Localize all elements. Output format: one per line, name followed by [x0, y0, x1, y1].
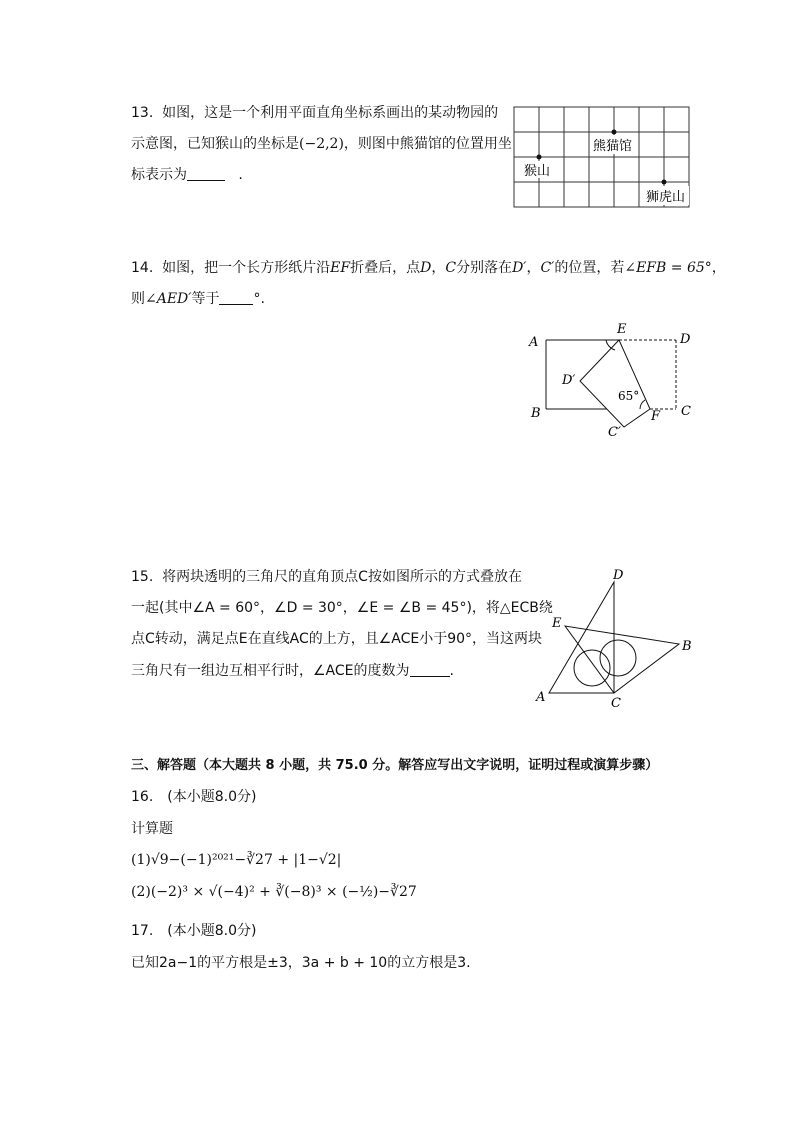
q14-cp: C′ — [540, 260, 555, 276]
label-E: E — [552, 616, 562, 631]
ruler-hole-1 — [574, 650, 610, 686]
q15-end: . — [449, 663, 454, 679]
q16-expr-1: (1)√9−(−1)²⁰²¹−∛27 + |1−√2| — [131, 852, 342, 868]
label-E: E — [617, 322, 627, 337]
answer-blank[interactable] — [219, 290, 253, 305]
label-monkey: 猴山 — [524, 164, 551, 179]
q15-text-3: 点C转动，满足点E在直线AC的上方，且∠ACE小于90°，当这两块 — [131, 631, 543, 647]
q15-text-2: 一起(其中∠A = 60°，∠D = 30°，∠E = ∠B = 45°)，将△ECB绕 — [131, 600, 553, 616]
q13-line3 — [131, 165, 243, 185]
label-C: C — [611, 696, 621, 711]
q14-angle-q: ∠AED′ — [145, 291, 192, 307]
q15-text-4: 三角尺有一组边互相平行时，∠ACE的度数为 — [131, 663, 410, 679]
q13-end: . — [238, 167, 243, 183]
label-A: A — [529, 335, 539, 350]
answer-blank[interactable] — [410, 662, 450, 677]
q14-text-f: 则 — [131, 291, 145, 307]
answer-blank[interactable] — [187, 166, 225, 181]
q14-text-b: 折叠后，点 — [350, 260, 421, 276]
q16-title: 计算题 — [131, 821, 173, 837]
label-C-prime: C′ — [608, 425, 621, 440]
q13-coord: (−2,2) — [299, 136, 344, 152]
q15-triangle-rulers-figure — [530, 566, 702, 712]
q15-line1 — [131, 567, 522, 587]
label-D-prime: D′ — [562, 373, 576, 388]
q13-line2 — [131, 134, 512, 154]
q15-number: 15. — [131, 569, 154, 585]
q13-number: 13. — [131, 105, 154, 121]
label-B: B — [531, 406, 541, 421]
q14-end: °. — [253, 291, 265, 307]
q14-line1 — [131, 258, 726, 278]
q15-line3 — [131, 629, 542, 649]
q13-text-1: 如图，这是一个利用平面直角坐标系画出的某动物园的 — [162, 105, 499, 121]
q14-text-d: 的位置，若 — [554, 260, 625, 276]
label-D: D — [680, 332, 691, 347]
q14-text-c: 分别落在 — [456, 260, 513, 276]
ruler-hole-2 — [600, 640, 636, 676]
q14-dp: D′ — [512, 260, 527, 276]
q16-header: 16. (本小题8.0分) — [131, 789, 257, 805]
section-3-header: 三、解答题（本大题共 8 小题，共 75.0 分。解答应写出文字说明，证明过程或演算步骤） — [131, 758, 659, 773]
label-D: D — [613, 568, 624, 583]
q15-line4 — [131, 661, 454, 681]
q14-text-e: ， — [711, 260, 726, 276]
q14-comma-2: ， — [526, 260, 541, 276]
label-C: C — [681, 404, 691, 419]
q13-text-2b: ，则图中熊猫馆的位置用坐 — [343, 136, 512, 152]
q14-folded-rectangle-figure — [522, 318, 702, 442]
monkey-point — [537, 155, 542, 160]
label-panda: 熊猫馆 — [593, 139, 633, 154]
q14-d: D — [420, 260, 432, 276]
q14-c: C — [445, 260, 457, 276]
label-B: B — [682, 639, 692, 654]
q15-text-1: 将两块透明的三角尺的直角顶点C按如图所示的方式叠放在 — [162, 569, 522, 585]
q14-ef: EF — [330, 260, 351, 276]
q14-comma: ， — [431, 260, 446, 276]
q13-line1 — [131, 103, 498, 123]
q14-line2 — [131, 289, 265, 309]
q16-expr-2: (2)(−2)³ × √(−4)² + ∛(−8)³ × (−½)−∛27 — [131, 884, 417, 900]
label-lion: 狮虎山 — [646, 190, 686, 205]
q17-header: 17. (本小题8.0分) — [131, 923, 257, 939]
label-A: A — [536, 690, 546, 705]
lion-point — [662, 180, 667, 185]
q17-text: 已知2a−1的平方根是±3，3a + b + 10的立方根是3. — [131, 955, 471, 971]
label-F: F — [651, 409, 661, 424]
q13-zoo-grid-figure — [513, 106, 691, 209]
q14-number: 14. — [131, 260, 154, 276]
q13-text-3: 标表示为 — [131, 167, 187, 183]
q14-angle-eq: ∠EFB = 65° — [624, 260, 712, 276]
q13-text-2a: 示意图，已知猴山的坐标是 — [131, 136, 299, 152]
label-65deg: 65° — [618, 389, 640, 403]
q15-line2 — [131, 598, 553, 618]
q14-text-a: 如图，把一个长方形纸片沿 — [162, 260, 331, 276]
q14-text-g: 等于 — [191, 291, 220, 307]
panda-point — [612, 130, 617, 135]
